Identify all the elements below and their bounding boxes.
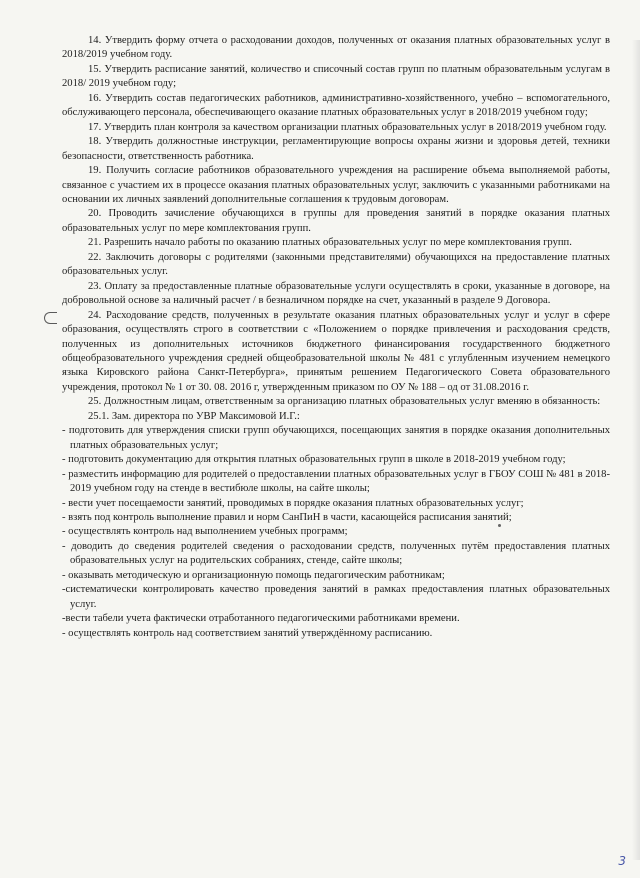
duty-item: - оказывать методическую и организационную помощь педагогическим работникам;: [62, 569, 445, 581]
sub-header-25-1: 25.1. Зам. директора по УВР Максимовой И.Г.:: [88, 410, 300, 422]
document-body: [62, 34, 610, 641]
duty-item: - осуществлять контроль над соответствием занятий утверждённому расписанию.: [62, 627, 433, 639]
duty-item: - вести учет посещаемости занятий, проводимых в порядке оказания платных образовательных услуг;: [62, 497, 524, 509]
paragraph-22: 22. Заключить договоры с родителями (законными представителями) обучающихся на предоставление платных образовательных услуг.: [62, 251, 610, 278]
paragraph-19: 19. Получить согласие работников образовательного учреждения на расширение объема выполняемой работы, связанное с участием их в процессе оказания платных образовательных услуг, заключить с указанными работниками на основании их личных заявлений дополнительные соглашения к трудовым договорам.: [62, 165, 610, 205]
paragraph-23: 23. Оплату за предоставленные платные образовательные услуги осуществлять в сроки, указанные в договоре, на добровольной основе за наличный расчет / в безналичном порядке на счет, указанный в разделе 9 Договора.: [62, 280, 610, 307]
duty-item: - подготовить для утверждения списки групп обучающихся, посещающих занятия в порядке оказания дополнительных платных образовательных услуг;: [62, 425, 610, 451]
paragraph-21: 21. Разрешить начало работы по оказанию платных образовательных услуг по мере комплектования групп.: [88, 237, 572, 249]
duty-item: - подготовить документацию для открытия платных образовательных групп в школе в 2018-2019 учебном году;: [62, 454, 566, 466]
duty-item: -систематически контролировать качество проведения занятий в рамках предоставления платных образовательных услуг.: [62, 584, 610, 610]
paragraph-15: 15. Утвердить расписание занятий, количество и списочный состав групп по платным образовательным услугам в 2018/ 2019 учебном году;: [62, 63, 610, 90]
paragraph-17: 17. Утвердить план контроля за качеством организации платных образовательных услуг в 2018/2019 учебном году.: [88, 121, 607, 133]
paragraph-18: 18. Утвердить должностные инструкции, регламентирующие вопросы охраны жизни и здоровья детей, техники безопасности, ответственность работника.: [62, 136, 610, 162]
paragraph-25: 25. Должностным лицам, ответственным за организацию платных образовательных услуг вменяю в обязанность:: [88, 396, 601, 408]
paragraph-16: 16. Утвердить состав педагогических работников, административно-хозяйственного, учебно – вспомогательного, обслуживающего персонала, обеспечивающего оказание платных образовательных услуг в 2018/2019 учебном году;: [62, 92, 610, 119]
paragraph-24: 24. Расходование средств, полученных в результате оказания платных образовательных услуг и услуг в сфере образования, осуществлять строго в соответствии с «Положением о порядке привлечения и расходования средств, полученных из дополнительных источников бюджетного финансирования государственного бюджетного общеобразовательного учреждения средней общеобразовательной школы № 481 с углубленным изучением немецкого языка Кировского района Санкт-Петербурга», принятым решением Педагогического Совета образовательного учреждения, протокол № 1 от 30. 08. 2016 г, утвержденным приказом по ОУ № 188 – од от 31.08.2016 г.: [62, 309, 610, 393]
paragraph-14: 14. Утвердить форму отчета о расходовании доходов, полученных от оказания платных образовательных услуг в 2018/2019 учебном году.: [62, 35, 610, 61]
duty-item: - осуществлять контроль над выполнением учебных программ;: [62, 526, 348, 538]
duty-item: - взять под контроль выполнение правил и норм СанПиН в части, касающейся расписания занятий;: [62, 511, 512, 523]
page-number: 3: [618, 854, 626, 868]
page-edge-shadow: [632, 40, 640, 860]
duty-item: - доводить до сведения родителей сведения о расходовании средств, полученных путём предоставления платных образовательных услуг на родительских собраниях, стенде, сайте школы;: [62, 540, 610, 567]
duty-item: -вести табели учета фактически отработанного педагогическими работниками времени.: [62, 613, 460, 625]
duty-item: - разместить информацию для родителей о предоставлении платных образовательных услуг в ГБОУ СОШ № 481 в 2018-2019 учебном году на стенде в вестибюле школы, на сайте школы;: [62, 468, 610, 495]
punch-hole-mark: [44, 312, 57, 324]
paragraph-20: 20. Проводить зачисление обучающихся в группы для проведения занятий в порядке оказания платных образовательных услуг по мере комплектования групп.: [62, 208, 610, 234]
